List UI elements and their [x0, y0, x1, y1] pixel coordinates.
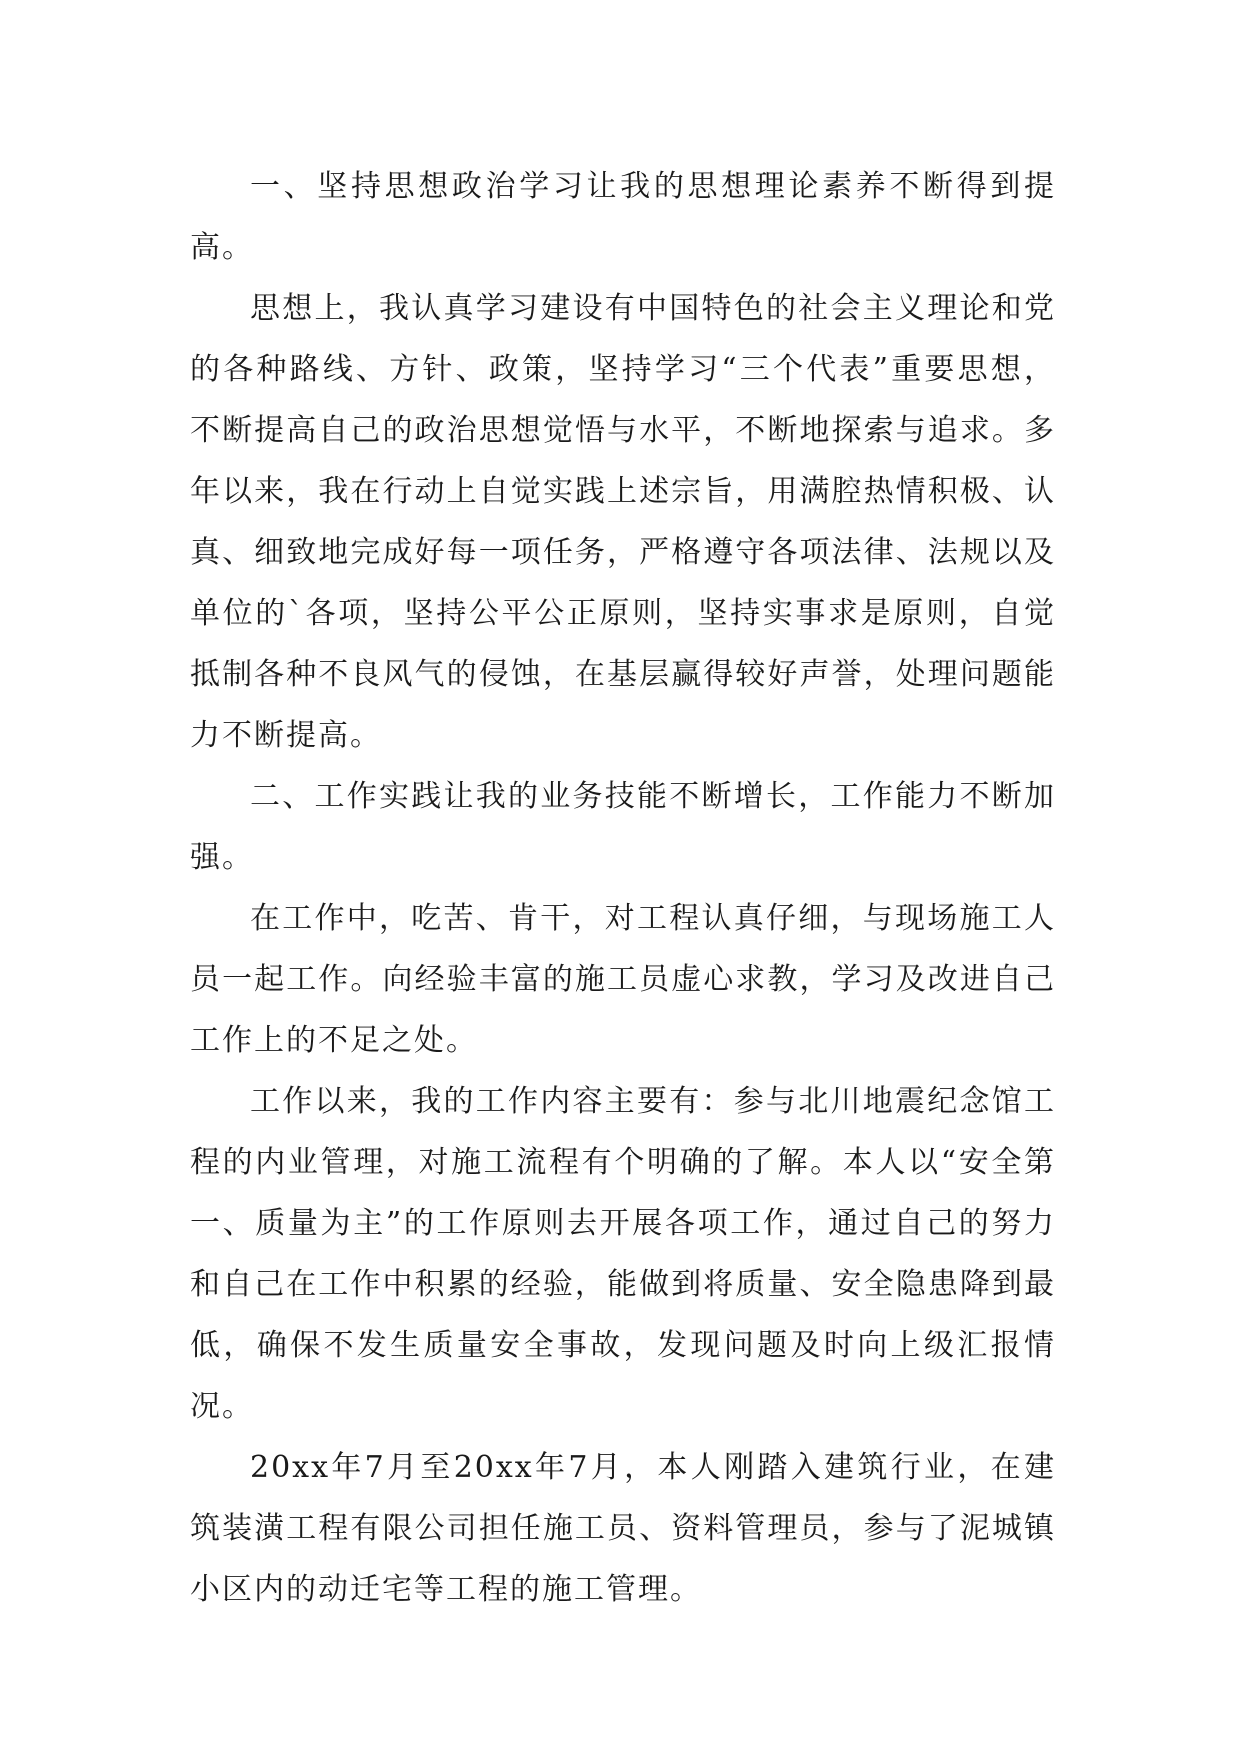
paragraph-political-study: 思想上，我认真学习建设有中国特色的社会主义理论和党的各种路线、方针、政策，坚持学习“三个代表”重要思想，不断提高自己的政治思想觉悟与水平，不断地探索与追求。多年以来，我在行动上自觉实践上述宗旨，用满腔热情积极、认真、细致地完成好每一项任务，严格遵守各项法律、法规以及单位的`各项，坚持公平公正原则，坚持实事求是原则，自觉抵制各种不良风气的侵蚀，在基层赢得较好声誉，处理问题能力不断提高。 — [190, 291, 1056, 753]
paragraph-work-attitude: 在工作中，吃苦、肯干，对工程认真仔细，与现场施工人员一起工作。向经验丰富的施工员虚心求教，学习及改进自己工作上的不足之处。 — [190, 901, 1056, 1058]
document-body — [190, 156, 1056, 1620]
paragraph-work-history: 20xx年7月至20xx年7月，本人刚踏入建筑行业，在建筑装潢工程有限公司担任施工员、资料管理员，参与了泥城镇小区内的动迁宅等工程的施工管理。 — [190, 1450, 1056, 1607]
paragraph-work-content: 工作以来，我的工作内容主要有：参与北川地震纪念馆工程的内业管理，对施工流程有个明确的了解。本人以“安全第一、质量为主”的工作原则去开展各项工作，通过自己的努力和自己在工作中积累的经验，能做到将质量、安全隐患降到最低，确保不发生质量安全事故，发现问题及时向上级汇报情况。 — [190, 1084, 1056, 1424]
paragraph-heading-2: 二、工作实践让我的业务技能不断增长，工作能力不断加强。 — [190, 779, 1056, 875]
paragraph-heading-1: 一、坚持思想政治学习让我的思想理论素养不断得到提高。 — [190, 169, 1056, 265]
